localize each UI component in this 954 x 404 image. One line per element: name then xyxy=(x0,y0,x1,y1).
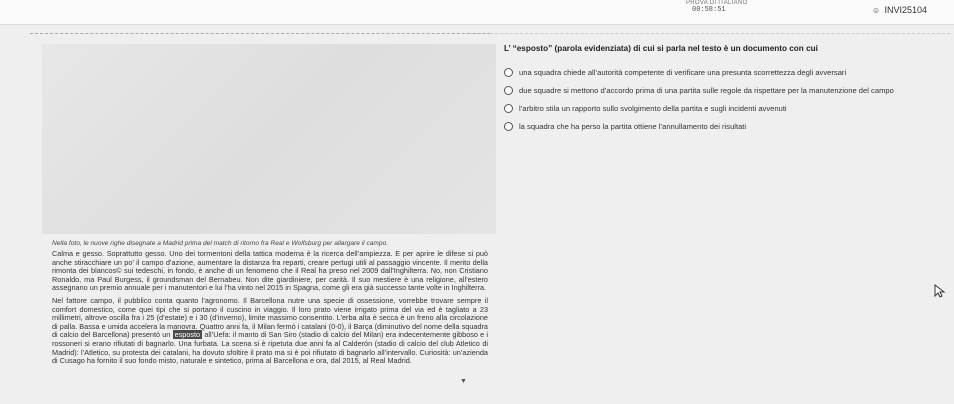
user-icon: ☺ xyxy=(872,6,881,15)
radio-button[interactable] xyxy=(504,122,513,131)
article-paragraph-2-start: Nel fattore campo, il pubblico conta quanto l’agronomo. Il Barcellona nutre una specie di ossessione, vorrebbe trovare sempre il comfort domestico, come quei tipi che si portano il cuscino in viaggio. Il loro prato viene irrigato prima del via ed è tagliato a 23 millimetri, altrove oscilla fra i 25 (d’estate) e i 30 (d’inverno), limite massimo consentito. L’erba alta è secca è un freno alla circolazione di palla. Bassa e umida accelera la manovra. Quattro anni fa, il Milan fermò i catalani (0-0), il Barça (diminutivo del nome della squadra di calcio del Barcellona) presentò un xyxy=(52,295,488,340)
mouse-cursor-icon xyxy=(933,284,947,298)
article-paragraph-2 xyxy=(52,297,488,366)
article-photo xyxy=(42,44,496,234)
user-id: INVI25104 xyxy=(884,5,928,15)
article-paragraph-1: Calma e gesso. Soprattutto gesso. Uno dei tormentoni della tattica moderna è la ricerca dell’ampiezza. E per aprire le difese si può anche stiracchiare un po’ il campo d’azione, aumentare la distanza fra reparti, creare pertugi utili al passaggio vincente. Il merito della rimonta dei blancos© sui tedeschi, in fondo, è anche di un fenomeno che il Real ha preso nel 2009 dall’Inghilterra. No, non Cristiano Ronaldo, ma Paul Burgess, il groundsman del Bernabeu. Non dite giardiniere, per carità. Il suo mestiere è una religione, all’estero assegnano un premio annuale per i manutentori e lui l’ha vinto nel 2015 in Spagna, come gli era già successo tante volte in Inghilterra. xyxy=(52,249,488,293)
article-text xyxy=(52,250,488,370)
radio-button[interactable] xyxy=(504,68,513,77)
exam-title: PROVA DI ITALIANO xyxy=(686,0,748,6)
answer-label: due squadre si mettono d’accordo prima di una partita sulle regole da rispettare per la manutenzione del campo xyxy=(519,85,894,95)
scroll-down-icon[interactable]: ▼ xyxy=(460,378,467,385)
question-text: L’ “esposto” (parola evidenziata) di cui si parla nel testo è un documento con cui xyxy=(504,44,818,53)
answer-label: la squadra che ha perso la partita ottiene l’annullamento dei risultati xyxy=(519,121,747,131)
radio-button[interactable] xyxy=(504,86,513,95)
article-paragraph-2-end: all’Uefa: il manto di San Siro (stadio di calcio del Milan) era indecentemente gibboso e i rossoneri si erano rifiutati di bagnarlo. Una furbata. La scena si è ripetuta due anni fa al Calderón (stadio di calcio del club Atletico di Madrid): l’Atletico, su protesta dei catalani, ha dovuto sfoltire il prato ma si è poi rifiutato di bagnarlo all’intervallo. Curiosità: un’azienda di Cusago ha fornito il suo fondo misto, naturale e sintetico, prima al Barcellona e ora, dal 2015, al Real Madrid. xyxy=(52,330,489,366)
answer-option-c[interactable] xyxy=(504,101,944,115)
answer-option-a[interactable] xyxy=(504,65,944,79)
answer-label: l’arbitro stila un rapporto sullo svolgimento della partita e sugli incidenti avvenuti xyxy=(519,103,787,113)
answer-option-b[interactable] xyxy=(504,83,944,97)
answer-label: una squadra chiede all’autorità competente di verificare una presunta scorrettezza degli avversari xyxy=(519,67,847,77)
user-badge xyxy=(872,5,927,15)
question-panel xyxy=(504,44,944,137)
highlighted-word: esposto xyxy=(174,330,201,340)
radio-button[interactable] xyxy=(504,104,513,113)
answer-option-d[interactable] xyxy=(504,119,944,133)
divider xyxy=(470,33,950,34)
top-bar xyxy=(0,0,954,25)
timer: 00:58:51 xyxy=(692,6,726,14)
divider xyxy=(30,33,490,34)
photo-caption: Nella foto, le nuove righe disegnate a Madrid prima del match di ritorno fra Real e Wolfsburg per allargare il campo. xyxy=(52,240,389,247)
